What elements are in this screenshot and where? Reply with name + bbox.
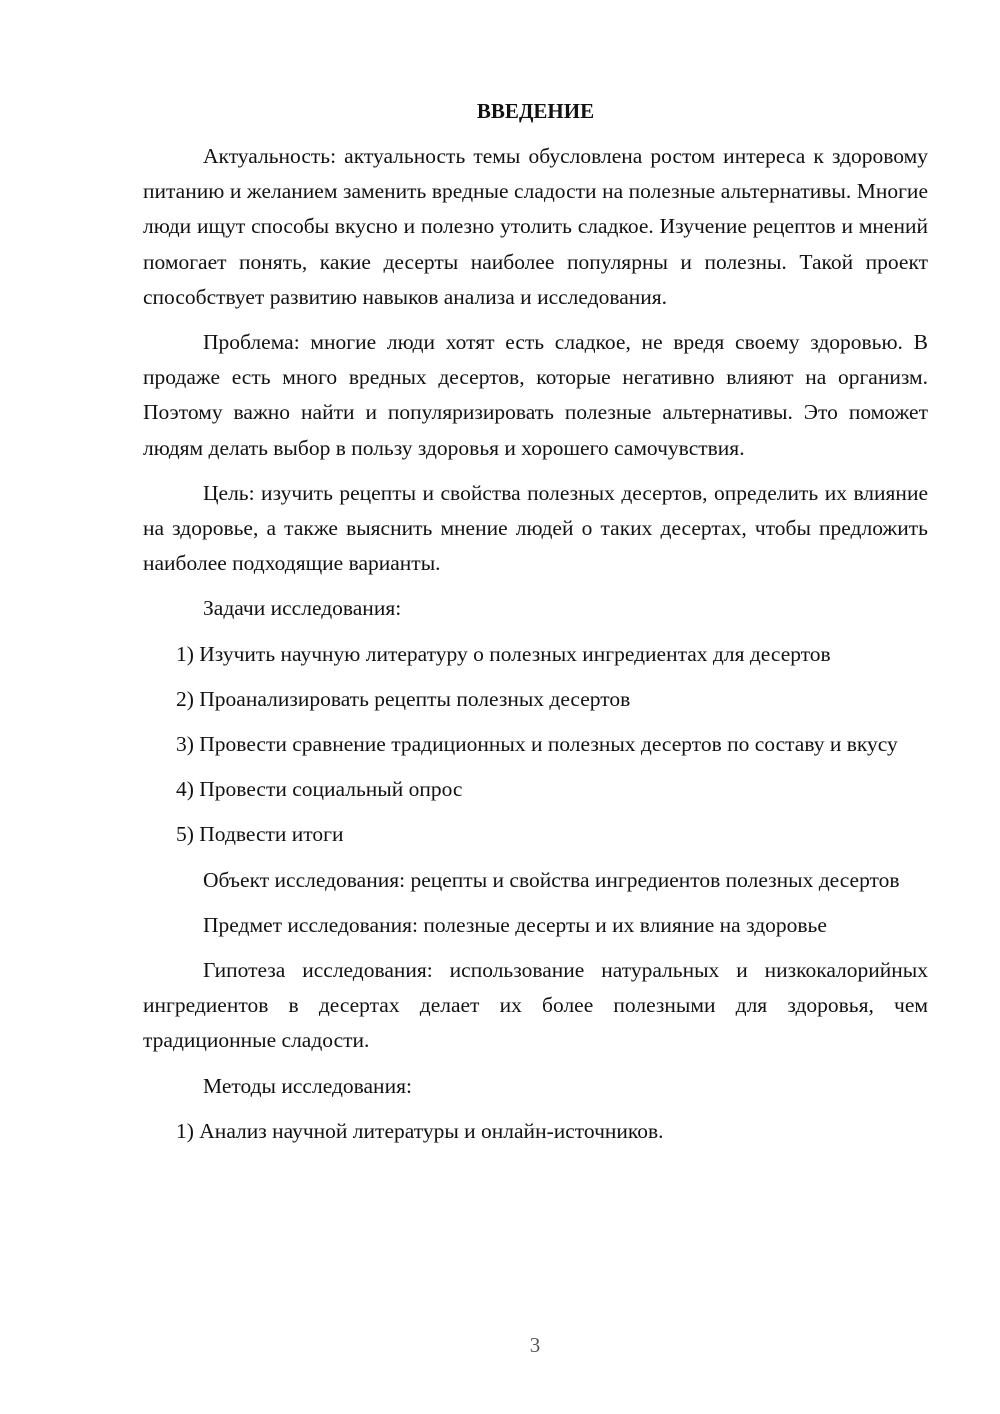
methods-heading: Методы исследования: [203,1073,412,1098]
subject-paragraph: Предмет исследования: полезные десерты и их влияние на здоровье [203,912,827,937]
relevance-paragraph: Актуальность: актуальность темы обусловлена ростом интереса к здоровому питанию и желанием заменить вредные сладости на полезные альтернативы. Многие люди ищут способы вкусно и полезно утолить сладкое. Изучение рецептов и мнений помогает понять, какие десерты наиболее популярны и полезны. Такой проект способствует развитию навыков анализа и исследования. [143,144,928,309]
tasks-heading: Задачи исследования: [203,596,402,621]
problem-paragraph: Проблема: многие люди хотят есть сладкое, не вредя своему здоровью. В продаже есть много вредных десертов, которые негативно влияют на организм. Поэтому важно найти и популяризировать полезные альтернативы. Это поможет людям делать выбор в пользу здоровья и хорошего самочувствия. [143,330,928,460]
section-title: ВВЕДЕНИЕ [476,99,595,123]
task-item: 1) Изучить научную литературу о полезных ингредиентах для десертов [176,641,831,666]
goal-paragraph: Цель: изучить рецепты и свойства полезных десертов, определить их влияние на здоровье, а также выяснить мнение людей о таких десертах, чтобы предложить наиболее подходящие варианты. [143,480,928,576]
method-item: 1) Анализ научной литературы и онлайн-источников. [176,1118,664,1143]
task-item: 4) Провести социальный опрос [176,777,463,802]
hypothesis-paragraph: Гипотеза исследования: использование натуральных и низкокалорийных ингредиентов в десертах делает их более полезными для здоровья, чем традиционные сладости. [143,958,928,1053]
page-number: 3 [529,1333,541,1357]
object-paragraph: Объект исследования: рецепты и свойства ингредиентов полезных десертов [203,867,900,892]
task-item: 5) Подвести итоги [176,822,344,847]
task-item: 2) Проанализировать рецепты полезных десертов [176,686,631,711]
page-content [143,94,928,1159]
task-item: 3) Провести сравнение традиционных и полезных десертов по составу и вкусу [176,732,898,757]
